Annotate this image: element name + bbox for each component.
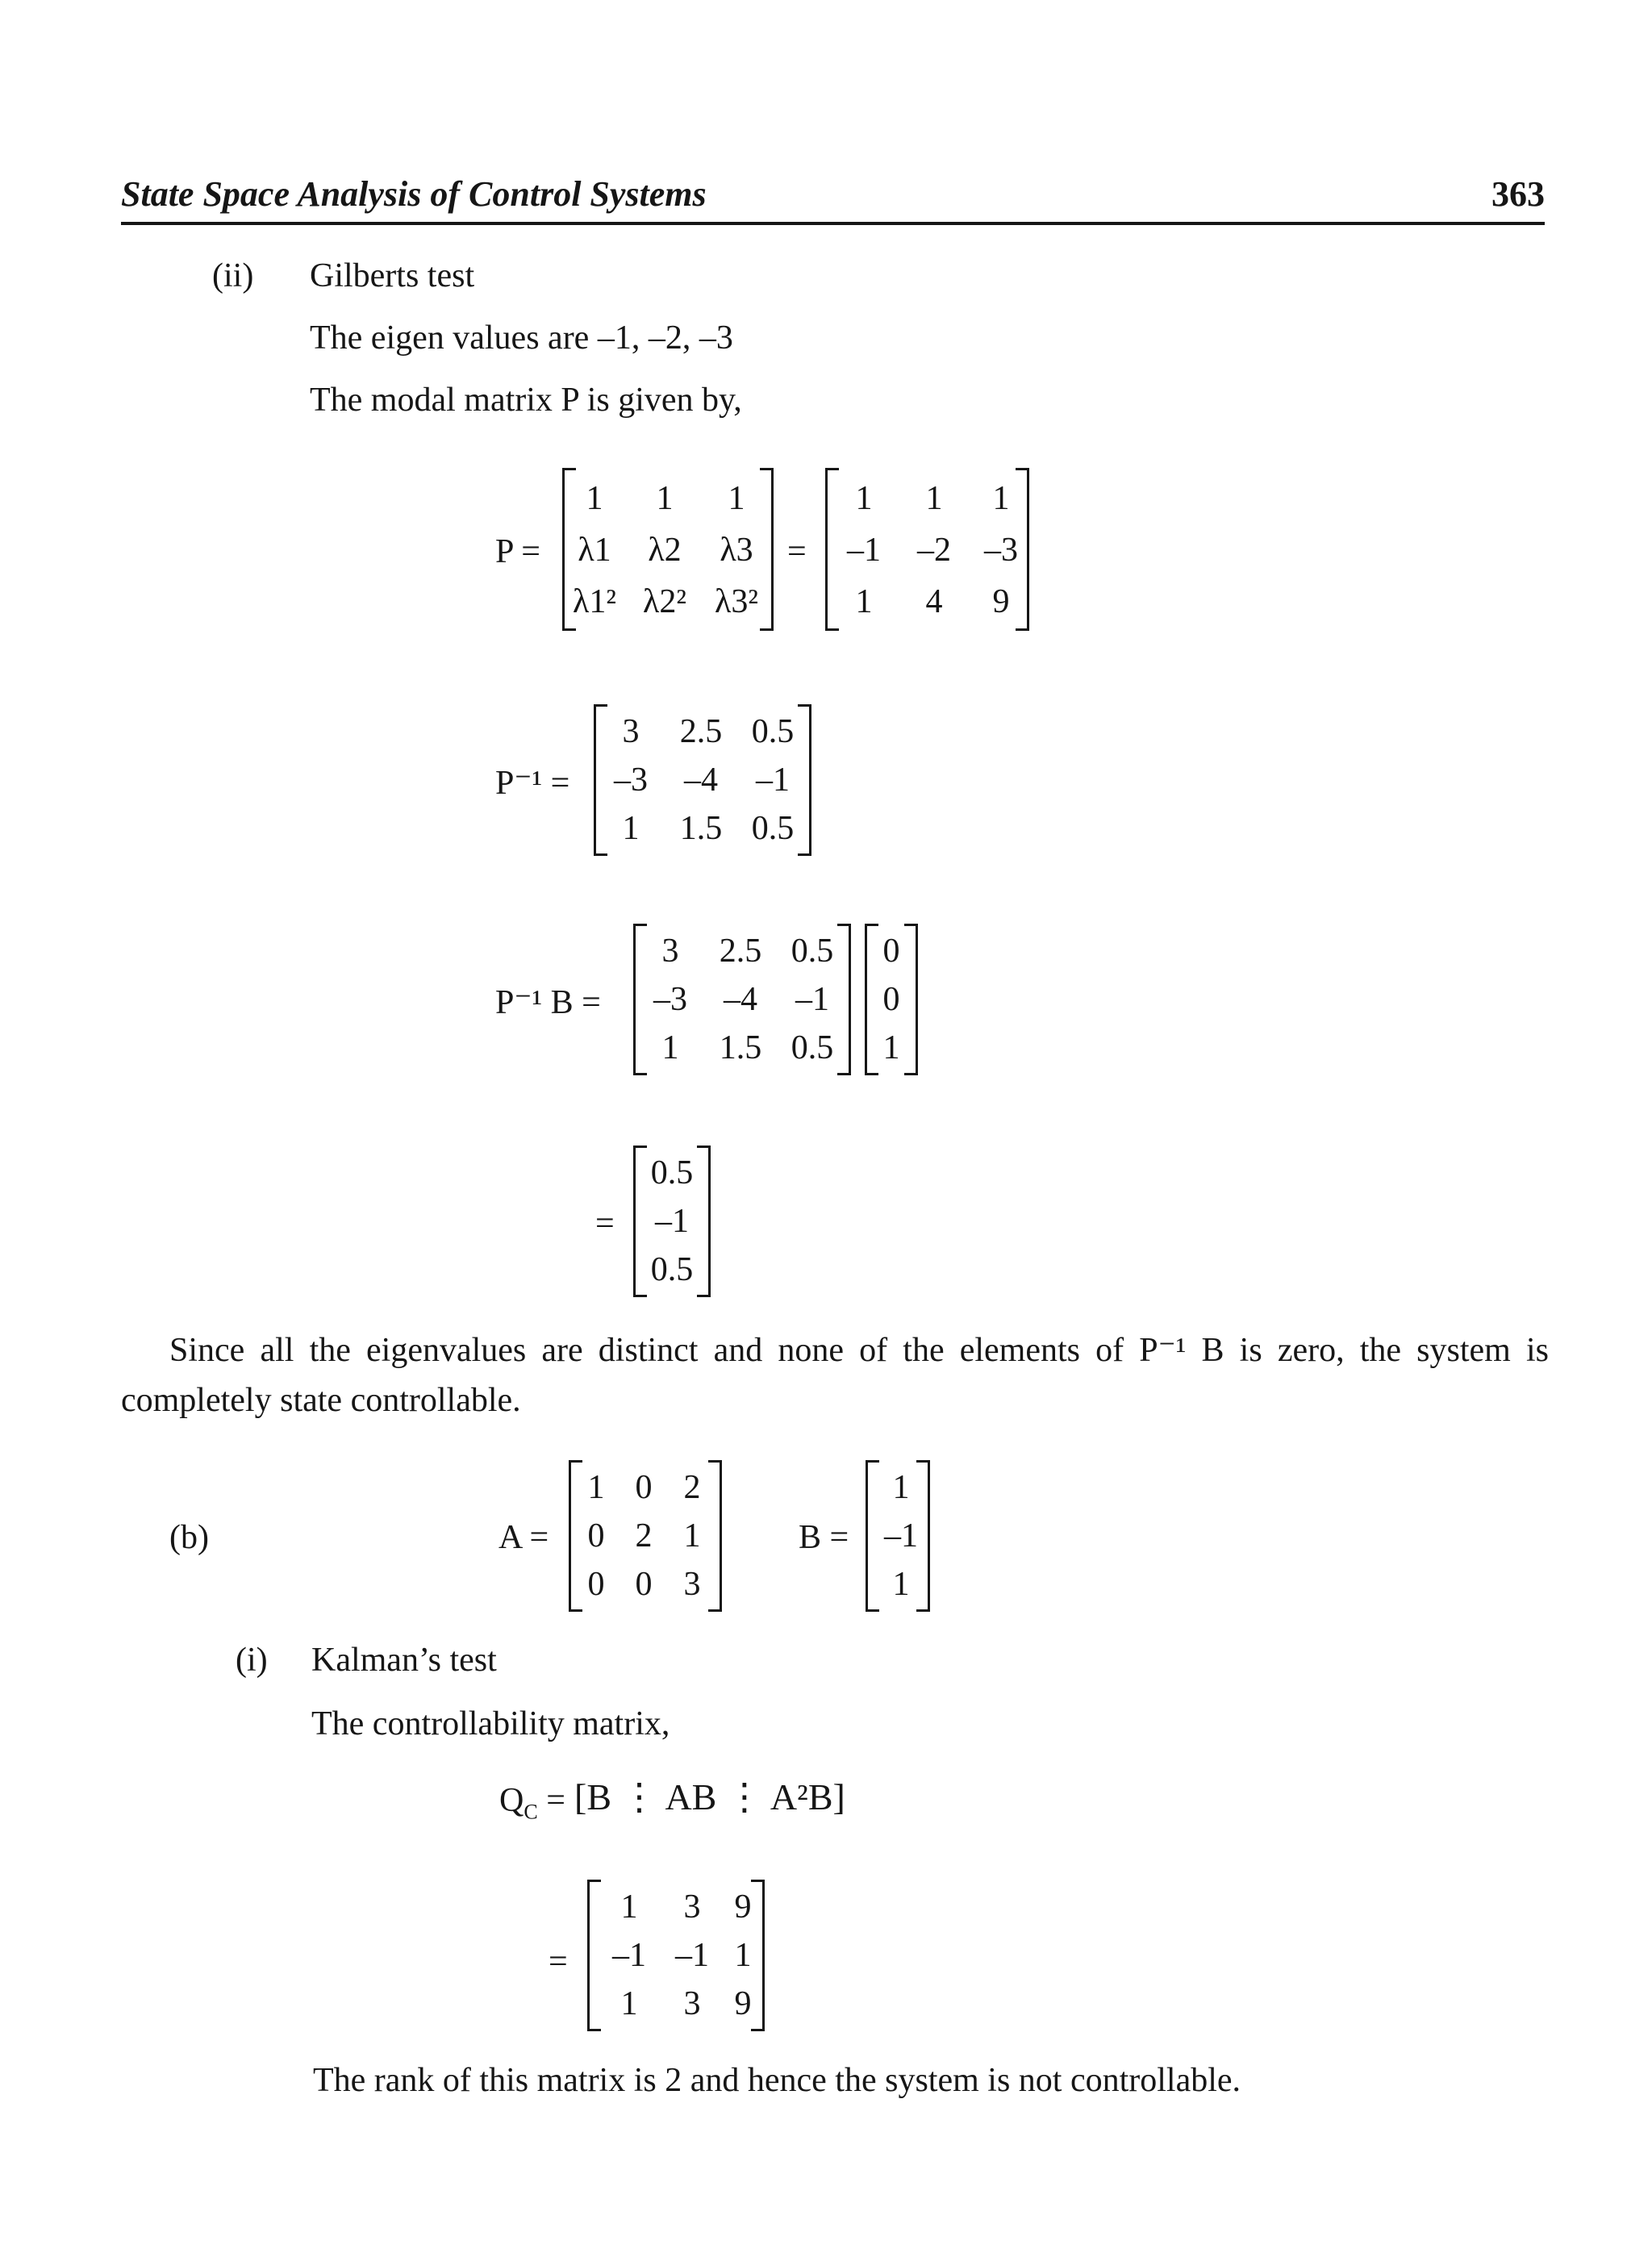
pinv-cell: 1.5	[679, 810, 723, 847]
equals-sign: =	[595, 1205, 615, 1242]
gilbert-heading: Gilberts test	[310, 257, 475, 294]
p-symbolic-matrix	[562, 468, 774, 631]
kalman-marker: (i)	[236, 1642, 268, 1679]
p-sym-cell: λ2	[648, 532, 682, 569]
a-matrix	[569, 1460, 722, 1612]
b-vector-cell: 0	[882, 933, 900, 970]
p-num-cell: –1	[847, 532, 881, 569]
p-sym-cell: λ1²	[573, 583, 616, 620]
pinv-matrix	[594, 704, 811, 856]
p-sym-cell: 1	[728, 480, 745, 517]
a-cell: 1	[683, 1517, 701, 1554]
qc-cell: –1	[675, 1937, 709, 1974]
p-sym-cell: 1	[586, 480, 603, 517]
qc-cell: 9	[734, 1985, 752, 2022]
b-cell: 1	[892, 1566, 910, 1603]
qc-subscript: C	[524, 1800, 538, 1824]
qc-cell: –1	[612, 1937, 646, 1974]
a-cell: 0	[587, 1566, 605, 1603]
a-cell: 3	[683, 1566, 701, 1603]
eigen-values-line: The eigen values are –1, –2, –3	[310, 319, 733, 357]
a-label: A =	[499, 1519, 549, 1556]
kalman-conclusion: The rank of this matrix is 2 and hence the system is not controllable.	[313, 2062, 1241, 2099]
b-vector-cell: 0	[882, 981, 900, 1018]
qc-cell: 3	[683, 1985, 701, 2022]
p-num-cell: 1	[925, 480, 943, 517]
a-cell: 0	[635, 1469, 653, 1506]
gilbert-conclusion-line1	[169, 1325, 1549, 1376]
running-title: State Space Analysis of Control Systems	[121, 174, 707, 214]
p-numeric-matrix	[825, 468, 1029, 631]
pinvb-matrix	[633, 924, 851, 1075]
pinvb-label: P⁻¹ B =	[495, 984, 601, 1021]
qc-expression: [B ⋮ AB ⋮ A²B]	[574, 1776, 845, 1817]
qc-label	[499, 1781, 565, 1824]
qc-equals: =	[546, 1782, 565, 1819]
p-num-cell: 9	[992, 583, 1010, 620]
pinv-cell: 0.5	[751, 810, 795, 847]
b-matrix	[866, 1460, 930, 1612]
page-number: 363	[1491, 174, 1545, 214]
pinvb-cell: –4	[724, 981, 757, 1018]
b-cell: 1	[892, 1469, 910, 1506]
kalman-intro: The controllability matrix,	[311, 1705, 670, 1742]
p-sym-cell: 1	[656, 480, 674, 517]
p-num-cell: –3	[984, 532, 1018, 569]
qc-cell: 1	[620, 1985, 638, 2022]
gilbert-conclusion-line2: completely state controllable.	[121, 1382, 521, 1419]
qc-cell: 1	[620, 1888, 638, 1926]
a-cell: 0	[587, 1517, 605, 1554]
modal-matrix-line: The modal matrix P is given by,	[310, 382, 742, 419]
p-sym-cell: λ3²	[715, 583, 758, 620]
result-cell: 0.5	[650, 1154, 694, 1191]
p-num-cell: –2	[917, 532, 951, 569]
pinv-cell: 2.5	[679, 713, 723, 750]
pinv-cell: 0.5	[751, 713, 795, 750]
a-cell: 0	[635, 1566, 653, 1603]
qc-cell: 1	[734, 1937, 752, 1974]
pinvb-cell: 2.5	[719, 933, 762, 970]
b-vector-cell: 1	[882, 1029, 900, 1066]
qc-matrix	[587, 1880, 765, 2031]
a-cell: 2	[683, 1469, 701, 1506]
a-cell: 1	[587, 1469, 605, 1506]
pinv-cell: –4	[684, 762, 718, 799]
conclusion-line1-text: Since all the eigenvalues are distinct and none of the elements of P⁻¹ B is zero, the system is	[169, 1332, 1549, 1369]
part-b-marker: (b)	[169, 1519, 209, 1556]
pinvb-cell: –1	[795, 981, 829, 1018]
p-num-cell: 1	[855, 480, 873, 517]
kalman-heading: Kalman’s test	[311, 1642, 497, 1679]
p-sym-cell: λ2²	[643, 583, 686, 620]
pinv-cell: 1	[622, 810, 640, 847]
result-cell: –1	[655, 1203, 689, 1240]
pinvb-cell: 1	[661, 1029, 679, 1066]
result-cell: 0.5	[650, 1251, 694, 1288]
b-label: B =	[799, 1519, 849, 1556]
p-sym-cell: λ1	[578, 532, 611, 569]
p-num-cell: 4	[925, 583, 943, 620]
p-num-cell: 1	[992, 480, 1010, 517]
pinv-label: P⁻¹ =	[495, 765, 570, 802]
p-sym-cell: λ3	[720, 532, 753, 569]
pinv-cell: 3	[622, 713, 640, 750]
result-vector	[633, 1146, 711, 1297]
p-num-cell: 1	[855, 583, 873, 620]
gilbert-marker: (ii)	[212, 257, 254, 294]
a-cell: 2	[635, 1517, 653, 1554]
equals-sign: =	[787, 533, 807, 570]
pinvb-cell: 3	[661, 933, 679, 970]
pinv-cell: –1	[756, 762, 790, 799]
pinvb-cell: 1.5	[719, 1029, 762, 1066]
qc-letter: Q	[499, 1782, 524, 1819]
pinvb-cell: 0.5	[791, 1029, 834, 1066]
qc-cell: 3	[683, 1888, 701, 1926]
qc-cell: 9	[734, 1888, 752, 1926]
pinv-cell: –3	[614, 762, 648, 799]
b-vector	[865, 924, 918, 1075]
pinvb-cell: –3	[653, 981, 687, 1018]
b-cell: –1	[884, 1517, 918, 1554]
equals-sign: =	[549, 1943, 568, 1980]
running-head	[121, 173, 1545, 225]
pinvb-cell: 0.5	[791, 933, 834, 970]
p-label: P =	[495, 533, 540, 570]
